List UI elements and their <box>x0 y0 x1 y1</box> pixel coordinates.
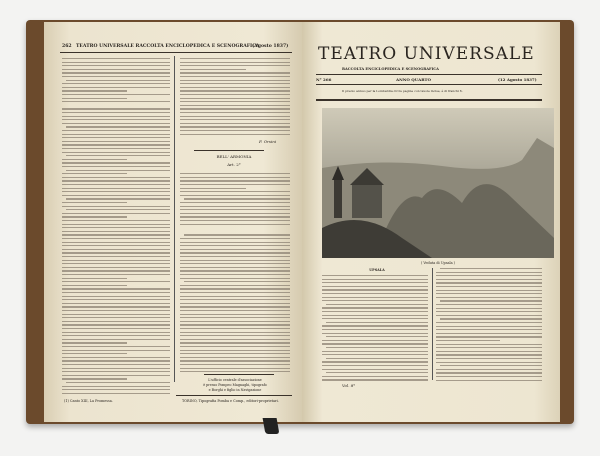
text-line <box>180 180 290 181</box>
subscription-notice: Il prezzo annuo per la Lombardia di tre pagine con tavole incise, è di franchi 6. <box>342 89 463 93</box>
text-line <box>62 72 170 73</box>
text-line <box>180 134 290 135</box>
text-line <box>180 108 290 109</box>
text-line <box>62 353 127 354</box>
text-line <box>436 272 542 273</box>
text-line <box>66 126 170 127</box>
text-line <box>440 318 542 319</box>
text-line <box>436 336 542 337</box>
text-line <box>62 303 170 304</box>
text-line <box>62 191 170 192</box>
text-line <box>180 58 290 59</box>
left-page <box>44 22 302 422</box>
text-line <box>62 292 170 293</box>
text-line <box>322 282 428 283</box>
text-line <box>326 372 428 373</box>
text-line <box>180 173 290 174</box>
text-line <box>62 314 170 315</box>
text-line <box>322 354 428 355</box>
text-line <box>62 130 170 131</box>
text-line <box>180 87 290 88</box>
text-line <box>180 332 290 333</box>
text-line <box>62 94 170 95</box>
running-head: TEATRO UNIVERSALE RACCOLTA ENCICLOPEDICA E SCENOGRAFICA <box>76 44 260 49</box>
text-line <box>322 325 428 326</box>
text-line <box>440 268 542 269</box>
text-line <box>62 242 170 243</box>
text-line <box>322 279 428 280</box>
text-line <box>62 144 170 145</box>
text-line <box>180 321 290 322</box>
text-line <box>62 285 127 286</box>
text-line <box>62 216 127 217</box>
text-line <box>180 245 290 246</box>
text-line <box>62 58 170 59</box>
text-line <box>180 368 290 369</box>
text-line <box>180 188 246 189</box>
text-line <box>62 360 170 361</box>
text-line <box>62 245 170 246</box>
text-line <box>322 275 428 276</box>
text-line <box>322 340 428 341</box>
text-line <box>436 322 542 323</box>
text-line <box>62 281 170 282</box>
text-line <box>326 336 428 337</box>
text-line <box>180 80 290 81</box>
masthead-subtitle: RACCOLTA ENCICLOPEDICA E SCENOGRAFICA <box>342 67 439 71</box>
text-line <box>180 220 290 221</box>
text-line <box>180 317 290 318</box>
text-line <box>62 206 170 207</box>
right-page <box>302 22 560 422</box>
text-line <box>322 300 428 301</box>
text-line <box>436 304 542 305</box>
text-line <box>62 137 170 138</box>
text-line <box>322 379 428 380</box>
footnote: (1) Canto XIII, La Promessa. <box>64 399 113 403</box>
text-line <box>66 80 170 81</box>
text-line <box>62 252 170 253</box>
text-line <box>440 365 542 366</box>
text-line <box>180 191 290 192</box>
text-line <box>184 281 290 282</box>
text-line <box>180 72 290 73</box>
printer-line: TORINO, Tipografia Pomba e Comp., editori-proprietari. <box>182 399 279 403</box>
text-line <box>436 333 542 334</box>
text-line <box>62 227 170 228</box>
article-heading: UPSALA <box>369 268 385 272</box>
imprint-line: è presso Pompeo Magnaghi, tipografo <box>203 383 267 387</box>
text-line <box>62 342 127 343</box>
text-line <box>180 314 290 315</box>
masthead: TEATRO UNIVERSALE <box>318 44 535 64</box>
text-line <box>180 371 290 372</box>
imprint-line: L'ufficio centrale d'associazione <box>208 378 262 382</box>
text-line <box>62 134 170 135</box>
text-line <box>180 267 290 268</box>
text-line <box>180 177 290 178</box>
text-line <box>436 293 542 294</box>
text-line <box>436 329 542 330</box>
text-line <box>180 65 290 66</box>
text-line <box>180 252 290 253</box>
text-line <box>62 332 170 333</box>
text-line <box>180 303 290 304</box>
text-line <box>62 224 170 225</box>
text-line <box>180 62 290 63</box>
text-line <box>62 299 170 300</box>
text-line <box>322 293 428 294</box>
text-line <box>180 202 290 203</box>
text-line <box>62 389 170 390</box>
text-line <box>62 98 127 99</box>
text-line <box>180 101 290 102</box>
text-line <box>180 296 290 297</box>
section-subheading: Art. 2° <box>227 162 241 167</box>
text-line <box>180 274 290 275</box>
text-line <box>62 180 170 181</box>
text-line <box>322 318 428 319</box>
text-line <box>62 184 170 185</box>
text-line <box>322 297 428 298</box>
text-line <box>180 299 290 300</box>
text-line <box>180 350 290 351</box>
text-line <box>322 329 428 330</box>
text-line <box>180 288 290 289</box>
text-line <box>62 76 170 77</box>
text-line <box>62 350 170 351</box>
text-line <box>436 315 542 316</box>
text-line <box>322 289 428 290</box>
text-line <box>62 357 170 358</box>
text-line <box>62 195 170 196</box>
text-line <box>436 354 542 355</box>
text-line <box>180 238 290 239</box>
text-line <box>180 209 290 210</box>
text-line <box>62 378 127 379</box>
text-line <box>180 256 290 257</box>
text-line <box>62 296 170 297</box>
text-line <box>180 76 290 77</box>
text-line <box>62 188 170 189</box>
text-line <box>180 357 290 358</box>
text-line <box>180 213 290 214</box>
text-line <box>322 333 428 334</box>
text-line <box>180 346 290 347</box>
text-line <box>62 238 170 239</box>
text-line <box>62 69 170 70</box>
text-line <box>62 324 170 325</box>
text-line <box>66 209 170 210</box>
date-ref: (Agosto 1837) <box>252 44 289 49</box>
text-line <box>62 260 170 261</box>
text-line <box>62 62 170 63</box>
text-line <box>326 322 428 323</box>
text-line <box>440 300 542 301</box>
text-line <box>62 101 170 102</box>
text-line <box>62 112 170 113</box>
text-line <box>62 148 170 149</box>
text-line <box>62 231 170 232</box>
text-line <box>184 234 290 235</box>
text-line <box>62 346 170 347</box>
text-line <box>180 310 290 311</box>
issue-date: (12 Agosto 1837) <box>498 77 537 82</box>
text-line <box>180 126 290 127</box>
text-line <box>62 335 170 336</box>
text-line <box>180 324 290 325</box>
text-line <box>180 98 290 99</box>
text-line <box>322 351 428 352</box>
signature: F. Orsini <box>259 139 277 144</box>
text-line <box>62 375 170 376</box>
text-line <box>436 347 542 348</box>
text-line <box>180 184 290 185</box>
text-line <box>436 275 542 276</box>
text-line <box>66 170 170 171</box>
text-line <box>62 177 170 178</box>
text-line <box>436 351 542 352</box>
text-line <box>66 382 170 383</box>
text-line <box>180 249 290 250</box>
text-line <box>180 130 290 131</box>
text-line <box>180 206 290 207</box>
text-line <box>180 195 290 196</box>
text-line <box>62 328 170 329</box>
text-line <box>436 308 542 309</box>
text-line <box>62 274 170 275</box>
text-line <box>180 353 290 354</box>
text-line <box>180 339 290 340</box>
year: ANNO QUARTO <box>396 77 431 82</box>
text-line <box>66 198 170 199</box>
text-line <box>180 270 290 271</box>
text-line <box>62 162 170 163</box>
text-line <box>62 90 127 91</box>
text-line <box>322 315 428 316</box>
text-line <box>180 278 290 279</box>
text-line <box>62 87 170 88</box>
text-line <box>180 216 290 217</box>
text-line <box>180 285 290 286</box>
text-line <box>436 282 542 283</box>
text-line <box>62 317 170 318</box>
text-line <box>436 369 542 370</box>
text-line <box>436 362 542 363</box>
text-line <box>62 119 170 120</box>
text-line <box>180 292 290 293</box>
text-line <box>436 372 542 373</box>
text-line <box>436 290 542 291</box>
text-line <box>62 364 170 365</box>
text-line <box>180 94 290 95</box>
text-line <box>436 376 542 377</box>
text-line <box>180 116 290 117</box>
text-line <box>184 198 290 199</box>
text-line <box>180 364 290 365</box>
text-line <box>62 108 170 109</box>
section-heading: BELL' ARMONIA <box>216 154 252 159</box>
text-line <box>62 202 127 203</box>
text-line <box>436 344 542 345</box>
text-line <box>62 368 170 369</box>
text-line <box>62 220 170 221</box>
text-line <box>62 159 127 160</box>
text-line <box>62 288 170 289</box>
text-line <box>62 321 170 322</box>
illustration-caption: ( Veduta di Upsala ) <box>421 261 455 265</box>
text-line <box>180 83 290 84</box>
text-line <box>62 256 170 257</box>
illustration-upsala <box>322 108 554 258</box>
text-line <box>322 376 428 377</box>
volume-footer: Vol. 8° <box>342 383 356 388</box>
text-line <box>62 267 170 268</box>
text-line <box>62 270 170 271</box>
text-line <box>180 242 290 243</box>
text-line <box>62 234 170 235</box>
text-line <box>436 279 542 280</box>
text-line <box>62 278 127 279</box>
text-line <box>66 155 170 156</box>
imprint-line: e Borghi e figlio in Navigazione <box>208 388 262 392</box>
text-line <box>62 310 170 311</box>
text-line <box>180 342 290 343</box>
text-line <box>180 123 290 124</box>
bookmark-ribbon <box>263 418 280 434</box>
text-line <box>180 306 290 307</box>
text-line <box>62 166 170 167</box>
text-line <box>62 386 170 387</box>
text-line <box>62 249 170 250</box>
page-number: 262 <box>62 44 72 49</box>
text-line <box>322 311 428 312</box>
text-line <box>326 347 428 348</box>
text-line <box>322 286 428 287</box>
text-line <box>62 141 170 142</box>
text-line <box>62 152 170 153</box>
text-line <box>62 263 170 264</box>
issue-number: N° 266 <box>316 77 332 82</box>
text-line <box>180 119 290 120</box>
text-line <box>180 360 290 361</box>
text-line <box>326 304 428 305</box>
text-line <box>326 358 428 359</box>
text-line <box>180 90 290 91</box>
text-line <box>62 213 170 214</box>
text-line <box>62 173 127 174</box>
text-line <box>436 340 500 341</box>
text-line <box>62 123 170 124</box>
text-line <box>436 311 542 312</box>
text-line <box>62 306 170 307</box>
text-line <box>62 393 170 394</box>
text-line <box>180 112 290 113</box>
text-line <box>180 263 290 264</box>
text-line <box>436 297 542 298</box>
text-line <box>322 361 428 362</box>
text-line <box>322 307 428 308</box>
text-line <box>62 339 170 340</box>
text-line <box>322 365 428 366</box>
text-line <box>436 286 542 287</box>
text-line <box>322 369 428 370</box>
text-line <box>62 371 170 372</box>
text-line <box>62 65 170 66</box>
text-line <box>436 326 542 327</box>
text-line <box>180 224 290 225</box>
text-line <box>322 343 428 344</box>
text-line <box>436 358 542 359</box>
text-line <box>436 380 542 381</box>
text-line <box>180 328 290 329</box>
text-line <box>180 105 290 106</box>
text-line <box>62 116 170 117</box>
text-line <box>180 335 290 336</box>
text-line <box>62 83 170 84</box>
text-line <box>180 260 290 261</box>
text-line <box>180 69 246 70</box>
